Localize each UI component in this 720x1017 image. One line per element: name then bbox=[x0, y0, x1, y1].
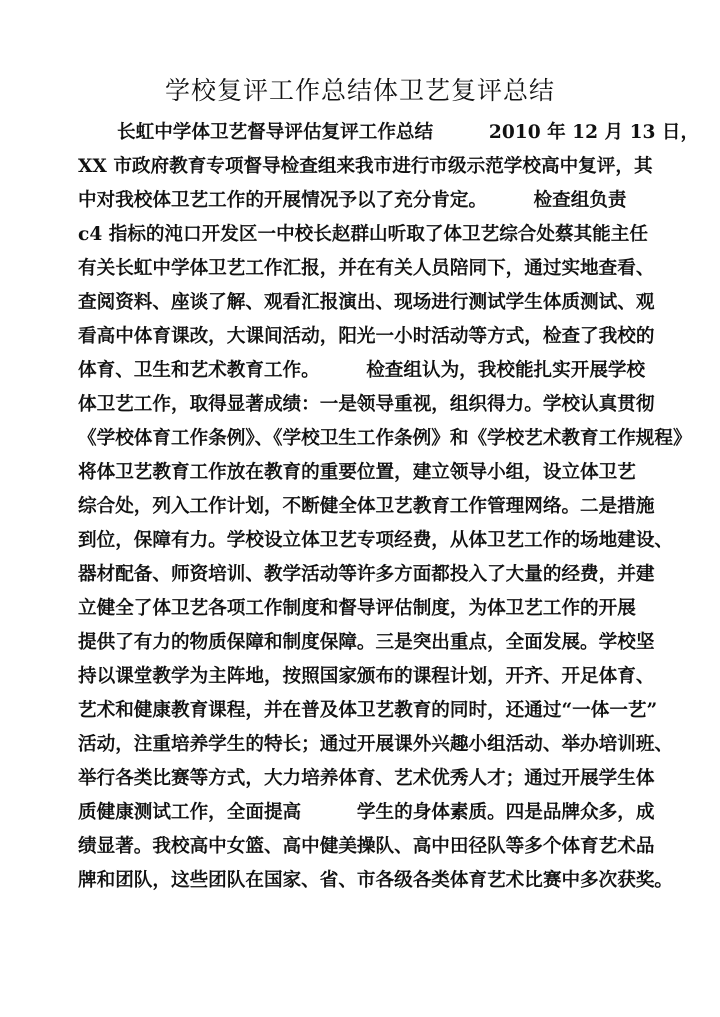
body-line: 到位，保障有力。学校设立体卫艺专项经费，从体卫艺工作的场地建设、 bbox=[78, 530, 674, 551]
body-line: 体育、卫生和艺术教育工作。 检查组认为，我校能扎实开展学校 bbox=[78, 360, 646, 381]
body-line: 综合处，列入工作计划，不断健全体卫艺教育工作管理网络。二是措施 bbox=[78, 496, 655, 517]
body-line: 持以课堂教学为主阵地，按照国家颁布的课程计划，开齐、开足体育、 bbox=[78, 666, 655, 687]
body-line: 活动，注重培养学生的特长；通过开展课外兴趣小组活动、举办培训班、 bbox=[78, 734, 674, 755]
body-line: 器材配备、师资培训、教学活动等许多方面都投入了大量的经费，并建 bbox=[78, 564, 655, 585]
body-line: 提供了有力的物质保障和制度保障。三是突出重点，全面发展。学校坚 bbox=[78, 632, 655, 653]
body-line: XX 市政府教育专项督导检查组来我市进行市级示范学校高中复评，其 bbox=[78, 156, 653, 177]
document-title: 学校复评工作总结体卫艺复评总结 bbox=[164, 76, 555, 105]
body-line: 质健康测试工作，全面提高 学生的身体素质。四是品牌众多，成 bbox=[78, 802, 655, 823]
body-line: 将体卫艺教育工作放在教育的重要位置，建立领导小组，设立体卫艺 bbox=[78, 462, 636, 483]
body-line: 中对我校体卫艺工作的开展情况予以了充分肯定。 检查组负责 bbox=[78, 190, 627, 211]
body-line: c4 指标的沌口开发区一中校长赵群山听取了体卫艺综合处蔡其能主任 bbox=[78, 224, 648, 245]
body-line: 艺术和健康教育课程，并在普及体卫艺教育的同时，还通过“一体一艺” bbox=[78, 700, 658, 721]
body-line: 绩显著。我校高中女篮、高中健美操队、高中田径队等多个体育艺术品 bbox=[78, 836, 655, 857]
body-line: 有关长虹中学体卫艺工作汇报，并在有关人员陪同下，通过实地查看、 bbox=[78, 258, 655, 279]
body-line: 体卫艺工作，取得显著成绩：一是领导重视，组织得力。学校认真贯彻 bbox=[78, 394, 655, 415]
body-line: 立健全了体卫艺各项工作制度和督导评估制度，为体卫艺工作的开展 bbox=[78, 598, 636, 619]
body-line: 牌和团队，这些团队在国家、省、市各级各类体育艺术比赛中多次获奖。 bbox=[78, 870, 674, 891]
body-line: 举行各类比赛等方式，大力培养体育、艺术优秀人才；通过开展学生体 bbox=[78, 768, 655, 789]
body-line: 查阅资料、座谈了解、观看汇报演出、现场进行测试学生体质测试、观 bbox=[78, 292, 655, 313]
body-line: 长虹中学体卫艺督导评估复评工作总结 2010 年 12 月 13 日， bbox=[117, 122, 700, 143]
body-line: 《学校体育工作条例》、《学校卫生工作条例》和《学校艺术教育工作规程》 bbox=[78, 428, 692, 449]
body-line: 看高中体育课改，大课间活动，阳光一小时活动等方式，检查了我校的 bbox=[78, 326, 655, 347]
